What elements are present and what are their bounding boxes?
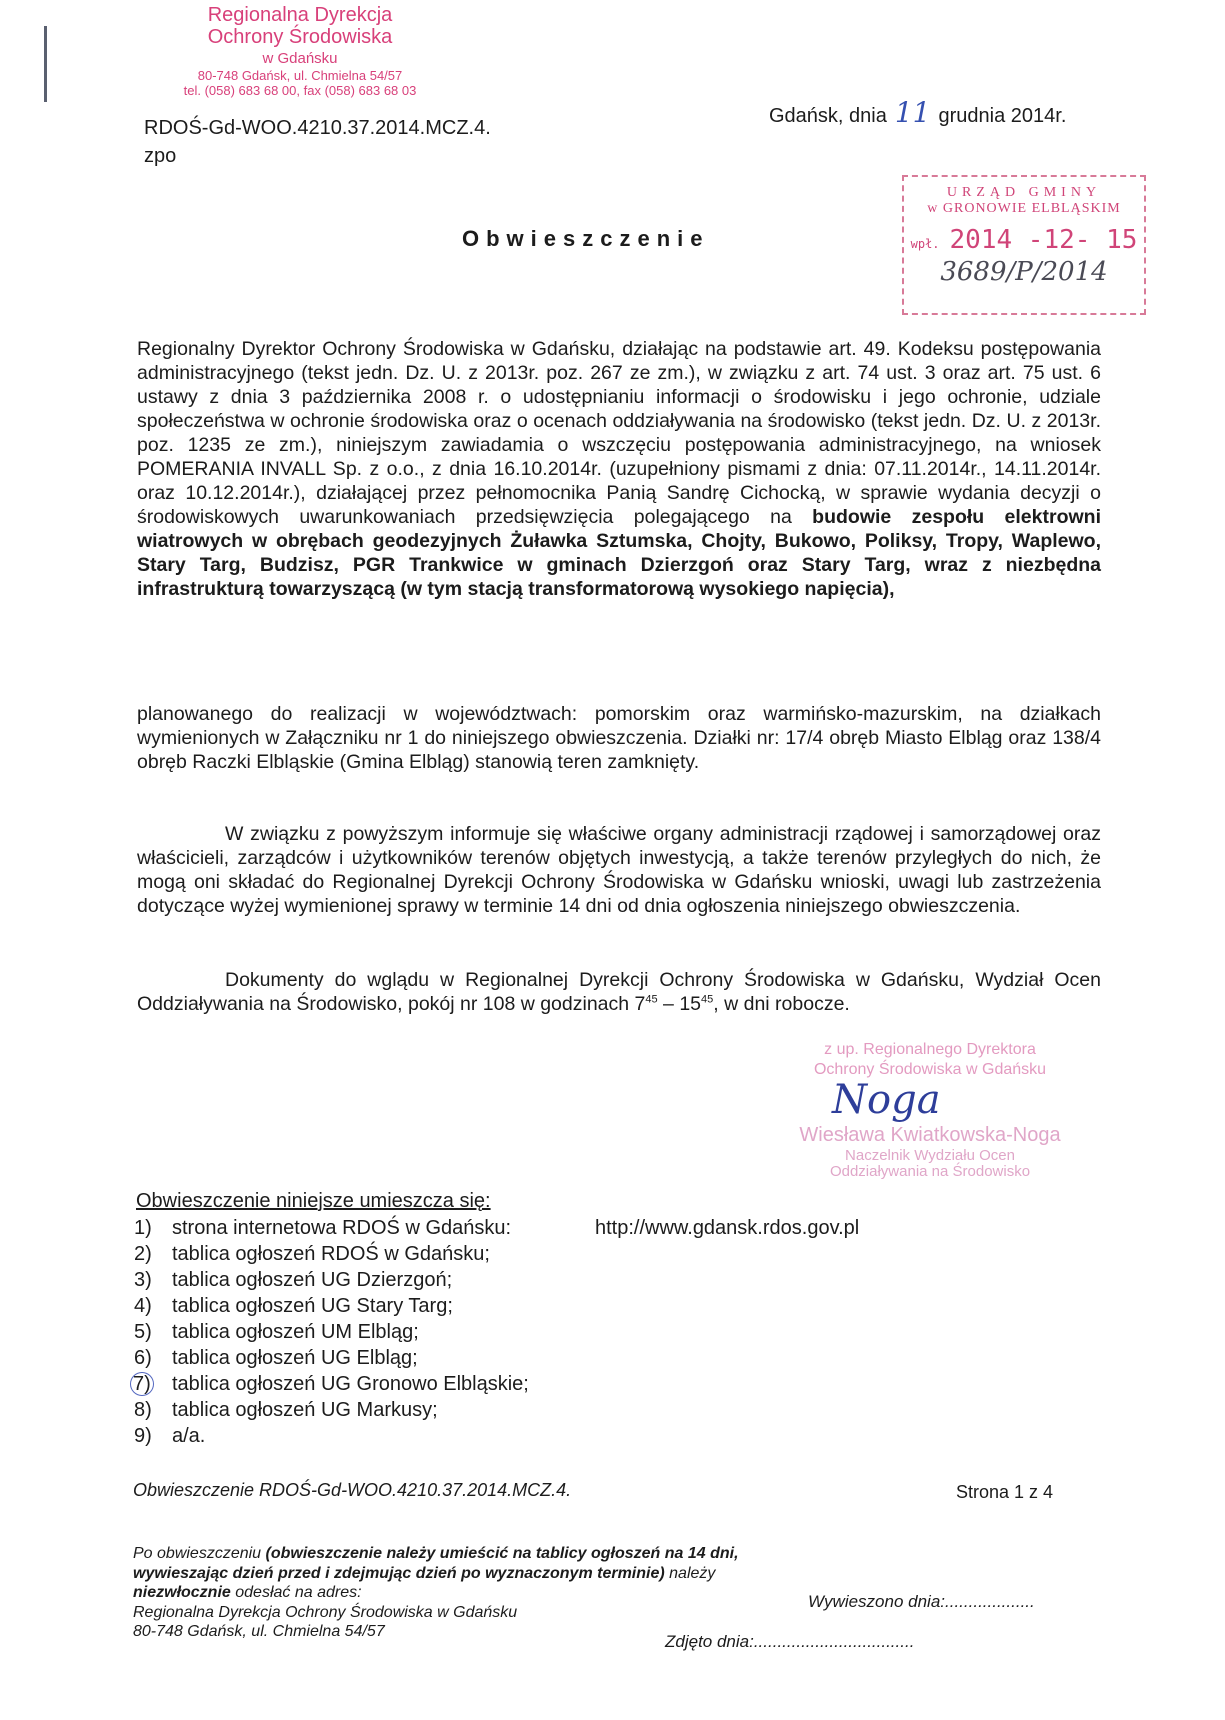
instr-text: odesłać na adres:: [230, 1584, 362, 1601]
posted-date-field: Wywieszono dnia:...................: [808, 1592, 1035, 1611]
project-description: budowie zespołu elektrowni wiatrowych w obrębach geodezyjnych Żuławka Sztumska, Chojty, Bukowo, Poliksy, Tropy, Waplewo, Stary Targ, Budzisz, PGR Trankwice w gminach Dzierzgoń oraz Stary Targ, wraz z niezbędna infrastrukturą towarzyszącą (w tym stacją transformatorową wysokiego napięcia),: [137, 506, 1101, 600]
list-number: 3): [134, 1269, 152, 1291]
return-instructions: [133, 1544, 793, 1642]
list-number: 2): [134, 1243, 152, 1265]
paragraph-legal-basis: [137, 337, 1101, 601]
handwritten-day: 11: [894, 96, 931, 129]
reference-suffix: zpo: [144, 145, 177, 167]
received-stamp-location: w GRONOWIE ELBLĄSKIM: [927, 201, 1121, 216]
paragraph-text: Dokumenty do wglądu w Regionalnej Dyrekcji Ochrony Środowiska w Gdańsku, Wydział Ocen Oddziaływania na Środowisko, pokój nr 108 w godzinach 7: [137, 969, 1101, 1015]
instr-text: Po obwieszczeniu: [133, 1545, 266, 1562]
paragraph-documents: [137, 968, 1101, 1016]
list-number: 8): [134, 1399, 152, 1421]
agency-stamp-line: Regionalna Dyrekcja: [207, 4, 393, 26]
document-title: Obwieszczenie: [462, 226, 710, 251]
list-item: [134, 1397, 529, 1423]
signatory-role-line: Naczelnik Wydziału Ocen: [845, 1147, 1015, 1164]
signature-stamp-line: Ochrony Środowiska w Gdańsku: [813, 1061, 1047, 1078]
list-text: tablica ogłoszeń UG Elbląg;: [172, 1347, 418, 1369]
paragraph-text: , w dni robocze.: [713, 993, 850, 1015]
list-text: tablica ogłoszeń UM Elbląg;: [172, 1321, 419, 1343]
paragraph-public-notice: W związku z powyższym informuje się właściwe organy administracji rządowej i samorządowej oraz właścicieli, zarządców i użytkowników terenów objętych inwestycją, a także terenów przyległych do nich, że mogą oni składać do Regionalnej Dyrekcji Ochrony Środowiska w Gdańsku wnioski, uwagi lub zastrzeżenia dotyczące wyżej wymienionej sprawy w terminie 14 dni od dnia ogłoszenia niniejszego obwieszczenia.: [137, 823, 1101, 917]
registry-number: 3689/P/2014: [940, 257, 1108, 287]
agency-stamp-line: 80-748 Gdańsk, ul. Chmielna 54/57: [197, 68, 403, 83]
list-number: 5): [134, 1321, 152, 1343]
list-text: a/a.: [172, 1425, 206, 1447]
list-item: [134, 1293, 529, 1319]
return-address-line: Regionalna Dyrekcja Ochrony Środowiska w Gdańsku: [133, 1603, 518, 1621]
agency-stamp: [150, 4, 450, 98]
received-stamp-date-row: [904, 225, 1144, 255]
received-date: 2014 -12- 15: [949, 225, 1138, 255]
instructions-text: [133, 1544, 793, 1603]
list-text: tablica ogłoszeń UG Gronowo Elbląskie;: [172, 1373, 529, 1395]
instr-emphasis: niezwłocznie: [133, 1584, 231, 1601]
website-link[interactable]: http://www.gdansk.rdos.gov.pl: [595, 1217, 860, 1239]
time-minutes: 45: [645, 993, 658, 1006]
time-minutes: 45: [701, 993, 714, 1006]
signature-stamp-line: z up. Regionalnego Dyrektora: [824, 1041, 1036, 1058]
date-suffix: grudnia 2014r.: [938, 105, 1067, 127]
removed-date-field: Zdjęto dnia:..................................: [665, 1632, 915, 1651]
list-item: [134, 1423, 529, 1449]
list-number: 9): [134, 1425, 152, 1447]
list-number-circled: [134, 1371, 172, 1397]
signatory-role-line: Oddziaływania na Środowisko: [829, 1163, 1031, 1180]
agency-stamp-line: Ochrony Środowiska: [207, 26, 393, 48]
received-stamp: [902, 175, 1146, 315]
list-number: 1): [134, 1217, 152, 1239]
list-number: 4): [134, 1295, 152, 1317]
list-item: [134, 1215, 529, 1241]
list-number: 6): [134, 1347, 152, 1369]
handwritten-circle-icon: 7): [130, 1372, 154, 1396]
distribution-heading: Obwieszczenie niniejsze umieszcza się:: [136, 1190, 491, 1212]
page-number: Strona 1 z 4: [956, 1482, 1054, 1502]
list-text: tablica ogłoszeń UG Dzierzgoń;: [172, 1269, 453, 1291]
reference-number: RDOŚ-Gd-WOO.4210.37.2014.MCZ.4.: [144, 117, 491, 139]
signature-stamp: [780, 1040, 1080, 1080]
distribution-list: [134, 1215, 529, 1449]
document-date: [769, 96, 1066, 129]
paragraph-location: planowanego do realizacji w województwach: pomorskim oraz warmińsko-mazurskim, na działkach wymienionych w Załączniku nr 1 do niniejszego obwieszczenia. Działki nr: 17/4 obręb Miasto Elbląg oraz 138/4 obręb Raczki Elbląskie (Gmina Elbląg) stanowią teren zamknięty.: [137, 703, 1101, 773]
list-item: [134, 1319, 529, 1345]
instr-text: należy: [664, 1564, 716, 1582]
paragraph-text: – 15: [657, 993, 702, 1015]
return-address-line: 80-748 Gdańsk, ul. Chmielna 54/57: [133, 1623, 385, 1640]
signatory-name: Wiesława Kwiatkowska-Noga: [799, 1124, 1061, 1146]
list-item: [134, 1241, 529, 1267]
received-stamp-office: URZĄD GMINY: [946, 185, 1102, 200]
agency-stamp-line: tel. (058) 683 68 00, fax (058) 683 68 03: [183, 83, 417, 98]
agency-stamp-line: w Gdańsku: [262, 50, 338, 67]
list-text: strona internetowa RDOŚ w Gdańsku:: [172, 1217, 512, 1239]
list-text: tablica ogłoszeń RDOŚ w Gdańsku;: [172, 1243, 490, 1265]
list-text: tablica ogłoszeń UG Markusy;: [172, 1399, 438, 1421]
list-text: tablica ogłoszeń UG Stary Targ;: [172, 1295, 453, 1317]
instr-emphasis: (obwieszczenie należy umieścić na tablicy ogłoszeń na 14 dni, wywieszając dzień przed i zdejmując dzień po wyznaczonym terminie): [133, 1545, 739, 1582]
handwritten-signature: Noga: [832, 1077, 941, 1123]
date-prefix: Gdańsk, dnia: [769, 105, 887, 127]
list-item: [134, 1267, 529, 1293]
margin-mark: [44, 26, 47, 102]
list-item: [134, 1345, 529, 1371]
paragraph-text: Regionalny Dyrektor Ochrony Środowiska w Gdańsku, działając na podstawie art. 49. Kodeksu postępowania administracyjnego (tekst jedn. Dz. U. z 2013r. poz. 267 ze zm.), w związku z art. 74 ust. 3 oraz art. 75 ust. 6 ustawy z dnia 3 października 2008 r. o udostępnianiu informacji o środowisku i jego ochronie, udziale społeczeństwa w ochronie środowiska oraz o ocenach oddziaływania na środowisko (tekst jedn. Dz. U. z 2013r. poz. 1235 ze zm.), niniejszym zawiadamia o wszczęciu postępowania administracyjnego, na wniosek POMERANIA INVALL Sp. z o.o., z dnia 16.10.2014r. (uzupełniony pismami z dnia: 07.11.2014r., 14.11.2014r. oraz 10.12.2014r.), działającej przez pełnomocnika Panią Sandrę Cichocką, w sprawie wydania decyzji o środowiskowych uwarunkowaniach przedsięwzięcia polegającego na: [137, 338, 1101, 528]
received-label: wpł.: [910, 237, 940, 251]
list-item: [134, 1371, 529, 1397]
footer-reference: Obwieszczenie RDOŚ-Gd-WOO.4210.37.2014.MCZ.4.: [133, 1480, 572, 1500]
signatory-role: [780, 1148, 1080, 1180]
